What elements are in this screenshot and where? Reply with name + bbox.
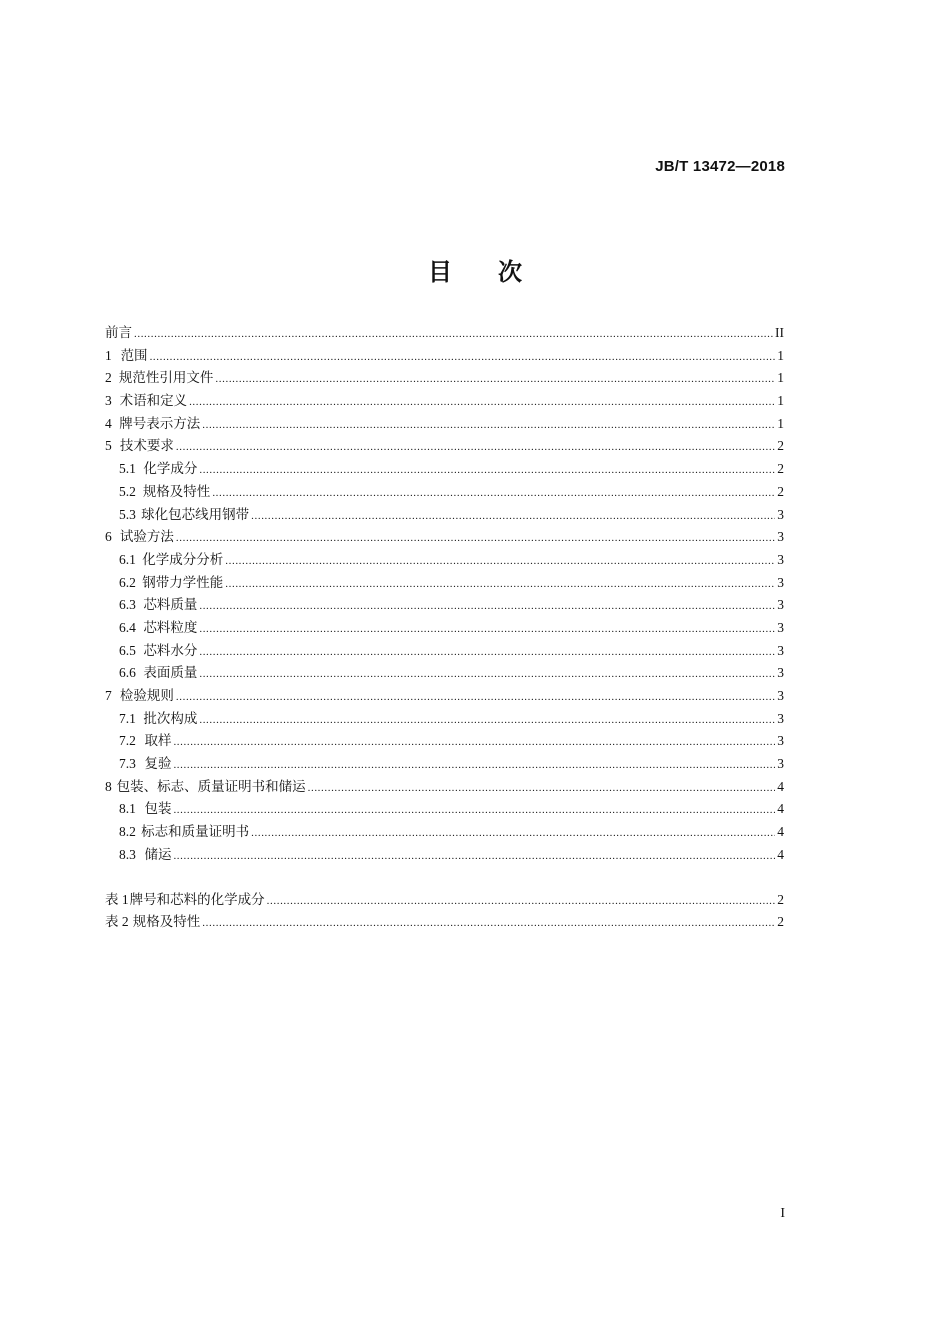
dot-leader [173,731,775,754]
dot-leader [176,436,775,459]
table-list-entry[interactable] [105,911,784,934]
entry-label: 标志和质量证明书 [141,824,250,840]
entry-page: 4 [777,846,784,862]
table-of-contents [105,322,784,934]
toc-entry[interactable] [105,345,784,368]
entry-page: 2 [777,914,784,930]
entry-label: 范围 [120,347,148,363]
entry-page: 4 [777,824,784,840]
entry-label: 化学成分分析 [142,551,224,567]
entry-number: 5.3 [119,506,136,522]
entry-page: 3 [777,665,784,681]
entry-page: 3 [777,756,784,772]
entry-label: 前言 [105,325,132,340]
entry-page: 4 [777,778,784,794]
entry-label: 技术要求 [119,438,174,454]
entry-label: 复验 [144,756,172,772]
entry-label: 试验方法 [119,529,174,545]
toc-entry[interactable] [105,367,784,390]
entry-page: 2 [777,483,784,499]
entry-label: 取样 [144,733,172,749]
entry-label: 规格及特性 [132,914,201,930]
entry-number: 8.3 [119,846,136,862]
entry-number: 5.2 [119,483,136,499]
dot-leader [215,368,775,391]
entry-label: 牌号和芯料的化学成分 [129,891,265,907]
toc-entry[interactable] [105,730,784,753]
entry-page: 1 [777,415,784,431]
toc-entry[interactable] [105,549,784,572]
toc-entry[interactable] [105,390,784,413]
table-list-entry[interactable] [105,889,784,912]
toc-entry[interactable] [105,662,784,685]
dot-leader [134,323,773,346]
entry-page: 1 [777,347,784,363]
entry-number: 6.3 [119,597,136,613]
entry-label: 芯料水分 [143,642,198,658]
entry-page: 4 [777,801,784,817]
dot-leader [212,482,775,505]
dot-leader [173,845,775,868]
toc-entry[interactable] [105,708,784,731]
dot-leader [199,709,775,732]
entry-number: 1 [105,347,112,363]
dot-leader [251,822,775,845]
dot-leader [225,573,775,596]
entry-number: 7 [105,688,112,703]
toc-entry[interactable] [105,798,784,821]
dot-leader [202,414,775,437]
entry-number: 2 [105,370,112,386]
dot-leader [199,663,775,686]
entry-page: 1 [777,370,784,386]
entry-page: 2 [777,438,784,454]
toc-entry[interactable] [105,572,784,595]
toc-entry[interactable] [105,617,784,640]
entry-number: 6.5 [119,642,136,658]
toc-entry[interactable] [105,481,784,504]
entry-page: 3 [777,597,784,613]
entry-label: 包装、标志、质量证明书和储运 [116,778,306,794]
toc-entry[interactable] [105,413,784,436]
entry-number: 6.4 [119,619,136,635]
standard-code: JB/T 13472—2018 [655,158,785,175]
entry-number: 8.1 [119,801,136,817]
entry-number: 6.1 [119,551,136,567]
dot-leader [199,595,775,618]
entry-number: 6 [105,529,112,545]
entry-page: 3 [777,574,784,590]
toc-title [0,252,950,287]
entry-label: 规范性引用文件 [118,370,214,386]
entry-page: 3 [777,710,784,726]
entry-number: 6.6 [119,665,136,681]
entry-number: 6.2 [119,574,136,590]
entry-page: 2 [777,891,784,907]
entry-label: 检验规则 [119,688,174,703]
entry-label: 表面质量 [143,665,198,681]
entry-label: 球化包芯线用钢带 [141,506,250,522]
dot-leader [225,550,775,573]
entry-page: 3 [777,642,784,658]
dot-leader [251,505,775,528]
entry-page: 3 [777,506,784,522]
entry-number: 7.2 [119,733,136,749]
dot-leader [308,777,776,800]
entry-number: 5.1 [119,461,136,477]
toc-entry[interactable] [105,458,784,481]
entry-label: 批次构成 [143,710,198,726]
toc-entry[interactable] [105,844,784,867]
toc-entry[interactable] [105,504,784,527]
page-number: I [780,1206,785,1221]
entry-page: 3 [777,529,784,545]
entry-page: 3 [777,688,784,703]
entry-page: 3 [777,733,784,749]
dot-leader [202,912,775,935]
entry-page: II [775,325,784,340]
dot-leader [176,527,775,550]
dot-leader [199,618,775,641]
entry-page: 1 [777,393,784,409]
entry-number: 7.1 [119,710,136,726]
toc-title-right: 次 [498,258,522,286]
dot-leader [199,641,775,664]
dot-leader [150,346,776,369]
dot-leader [189,391,775,414]
dot-leader [199,459,775,482]
toc-title-left: 目 [428,258,452,286]
dot-leader [173,799,775,822]
entry-label: 牌号表示方法 [119,415,201,431]
entry-number: 8.2 [119,824,136,840]
dot-leader [173,754,775,777]
entry-page: 2 [777,461,784,477]
dot-leader [176,686,775,709]
entry-number: 7.3 [119,756,136,772]
section-spacer [105,867,784,889]
entry-label: 钢带力学性能 [142,574,224,590]
toc-entry[interactable] [105,685,784,708]
toc-entry[interactable] [105,594,784,617]
entry-label: 芯料质量 [143,597,198,613]
entry-label: 化学成分 [143,461,198,477]
entry-label: 规格及特性 [142,483,211,499]
entry-number: 3 [105,393,112,409]
entry-number: 表 2 [105,914,129,930]
entry-label: 包装 [144,801,172,817]
toc-entry[interactable] [105,776,784,799]
entry-number: 5 [105,438,112,454]
toc-entry[interactable] [105,753,784,776]
entry-number: 8 [105,778,112,794]
toc-entry[interactable] [105,526,784,549]
entry-page: 3 [777,619,784,635]
entry-label: 术语和定义 [119,393,188,409]
entry-label: 芯料粒度 [143,619,198,635]
entry-number: 4 [105,415,112,431]
entry-page: 3 [777,551,784,567]
toc-entry[interactable] [105,435,784,458]
toc-entry[interactable] [105,322,784,345]
entry-number: 表 1 [105,891,129,907]
toc-entry[interactable] [105,821,784,844]
entry-label: 储运 [144,846,172,862]
dot-leader [267,890,776,913]
toc-entry[interactable] [105,640,784,663]
